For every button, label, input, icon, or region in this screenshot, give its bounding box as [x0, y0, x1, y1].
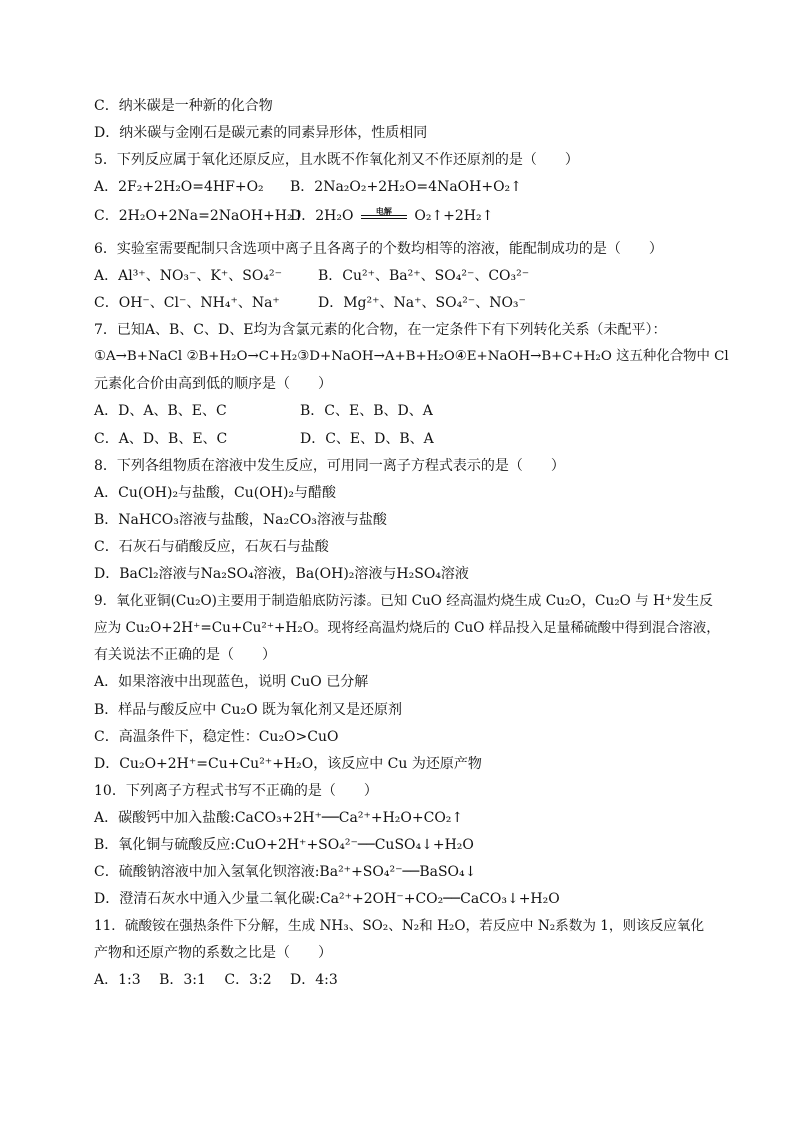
equals-line-bottom [361, 218, 407, 219]
q7-reactions: ①A→B+NaCl ②B+H₂O→C+H₂③D+NaOH→A+B+H₂O④E+NaOH→B+C+H₂O 这五种化合物中 Cl [94, 349, 729, 364]
q11-options: A．1:3 B．3:1 C．3:2 D．4:3 [94, 972, 338, 988]
q9-option-d: D．Cu₂O+2H⁺=Cu+Cu²⁺+H₂O，该反应中 Cu 为还原产物 [94, 756, 482, 772]
q10-option-d: D．澄清石灰水中通入少量二氧化碳:Ca²⁺+2OH⁻+CO₂──CaCO₃↓+H₂O [94, 891, 560, 907]
equals-line-top [361, 215, 407, 216]
q8-option-b: B．NaHCO₃溶液与盐酸，Na₂CO₃溶液与盐酸 [94, 512, 387, 528]
q8-option-c: C．石灰石与硝酸反应，石灰石与盐酸 [94, 539, 329, 555]
q8-option-a: A．Cu(OH)₂与盐酸，Cu(OH)₂与醋酸 [94, 485, 337, 501]
question-8: 8．下列各组物质在溶液中发生反应，可用同一离子方程式表示的是（ ） [94, 458, 565, 474]
q10-option-a: A．碳酸钙中加入盐酸:CaCO₃+2H⁺──Ca²⁺+H₂O+CO₂↑ [94, 810, 464, 826]
q6-option-b: B．Cu²⁺、Ba²⁺、SO₄²⁻、CO₃²⁻ [318, 268, 530, 284]
q5-option-d-product: O₂↑+2H₂↑ [414, 208, 494, 224]
q8-option-d: D．BaCl₂溶液与Na₂SO₄溶液，Ba(OH)₂溶液与H₂SO₄溶液 [94, 566, 469, 582]
question-7: 7．已知A、B、C、D、E均为含氯元素的化合物，在一定条件下有下列转化关系（未配平）： [94, 322, 667, 338]
question-6: 6．实验室需要配制只含选项中离子且各离子的个数均相等的溶液，能配制成功的是（ ） [94, 241, 663, 257]
q6-option-d: D．Mg²⁺、Na⁺、SO₄²⁻、NO₃⁻ [318, 295, 526, 311]
q4-option-c: C．纳米碳是一种新的化合物 [94, 98, 273, 114]
q7-question-end: 元素化合价由高到低的顺序是（ ） [94, 376, 332, 392]
q5-option-c: C．2H₂O+2Na=2NaOH+H₂↑ [94, 208, 305, 224]
question-9: 9．氧化亚铜(Cu₂O)主要用于制造船底防污漆。已知 CuO 经高温灼烧生成 Cu₂O，Cu₂O 与 H⁺发生反 [94, 593, 713, 609]
question-9-end: 有关说法不正确的是（ ） [94, 647, 276, 663]
q9-option-a: A．如果溶液中出现蓝色，说明 CuO 已分解 [94, 674, 369, 690]
q7-option-b: B．C、E、B、D、A [300, 403, 433, 419]
q10-option-b: B．氧化铜与硫酸反应:CuO+2H⁺+SO₄²⁻──CuSO₄↓+H₂O [94, 837, 474, 853]
electrolysis-arrow [361, 206, 407, 223]
question-5: 5．下列反应属于氧化还原反应，且水既不作氧化剂又不作还原剂的是（ ） [94, 152, 579, 168]
q6-option-a: A．Al³⁺、NO₃⁻、K⁺、SO₄²⁻ [94, 268, 282, 284]
q5-option-b: B．2Na₂O₂+2H₂O=4NaOH+O₂↑ [290, 179, 522, 195]
q9-option-c: C．高温条件下，稳定性：Cu₂O>CuO [94, 729, 339, 745]
q10-option-c: C．硫酸钠溶液中加入氢氧化钡溶液:Ba²⁺+SO₄²⁻──BaSO₄↓ [94, 864, 477, 880]
question-10: 10．下列离子方程式书写不正确的是（ ） [94, 783, 378, 799]
electrolysis-condition: 电解 [375, 206, 392, 216]
q4-option-d: D．纳米碳与金刚石是碳元素的同素异形体，性质相同 [94, 125, 428, 141]
q6-option-c: C．OH⁻、Cl⁻、NH₄⁺、Na⁺ [94, 295, 280, 311]
q9-option-b: B．样品与酸反应中 Cu₂O 既为氧化剂又是还原剂 [94, 702, 403, 718]
question-11-end: 产物和还原产物的系数之比是（ ） [94, 945, 332, 961]
question-9-cont: 应为 Cu₂O+2H⁺=Cu+Cu²⁺+H₂O。现将经高温灼烧后的 CuO 样品投入足量稀硫酸中得到混合溶液， [94, 620, 720, 636]
question-11: 11．硫酸铵在强热条件下分解，生成 NH₃、SO₂、N₂和 H₂O，若反应中 N₂系数为 1，则该反应氧化 [94, 918, 705, 934]
q7-option-d: D．C、E、D、B、A [300, 431, 434, 447]
q5-option-d [290, 206, 493, 226]
q5-option-d-reactant: D．2H₂O [290, 208, 354, 224]
q7-option-a: A．D、A、B、E、C [94, 403, 227, 419]
q7-option-c: C．A、D、B、E、C [94, 431, 228, 447]
q5-option-a: A．2F₂+2H₂O=4HF+O₂ [94, 179, 264, 195]
